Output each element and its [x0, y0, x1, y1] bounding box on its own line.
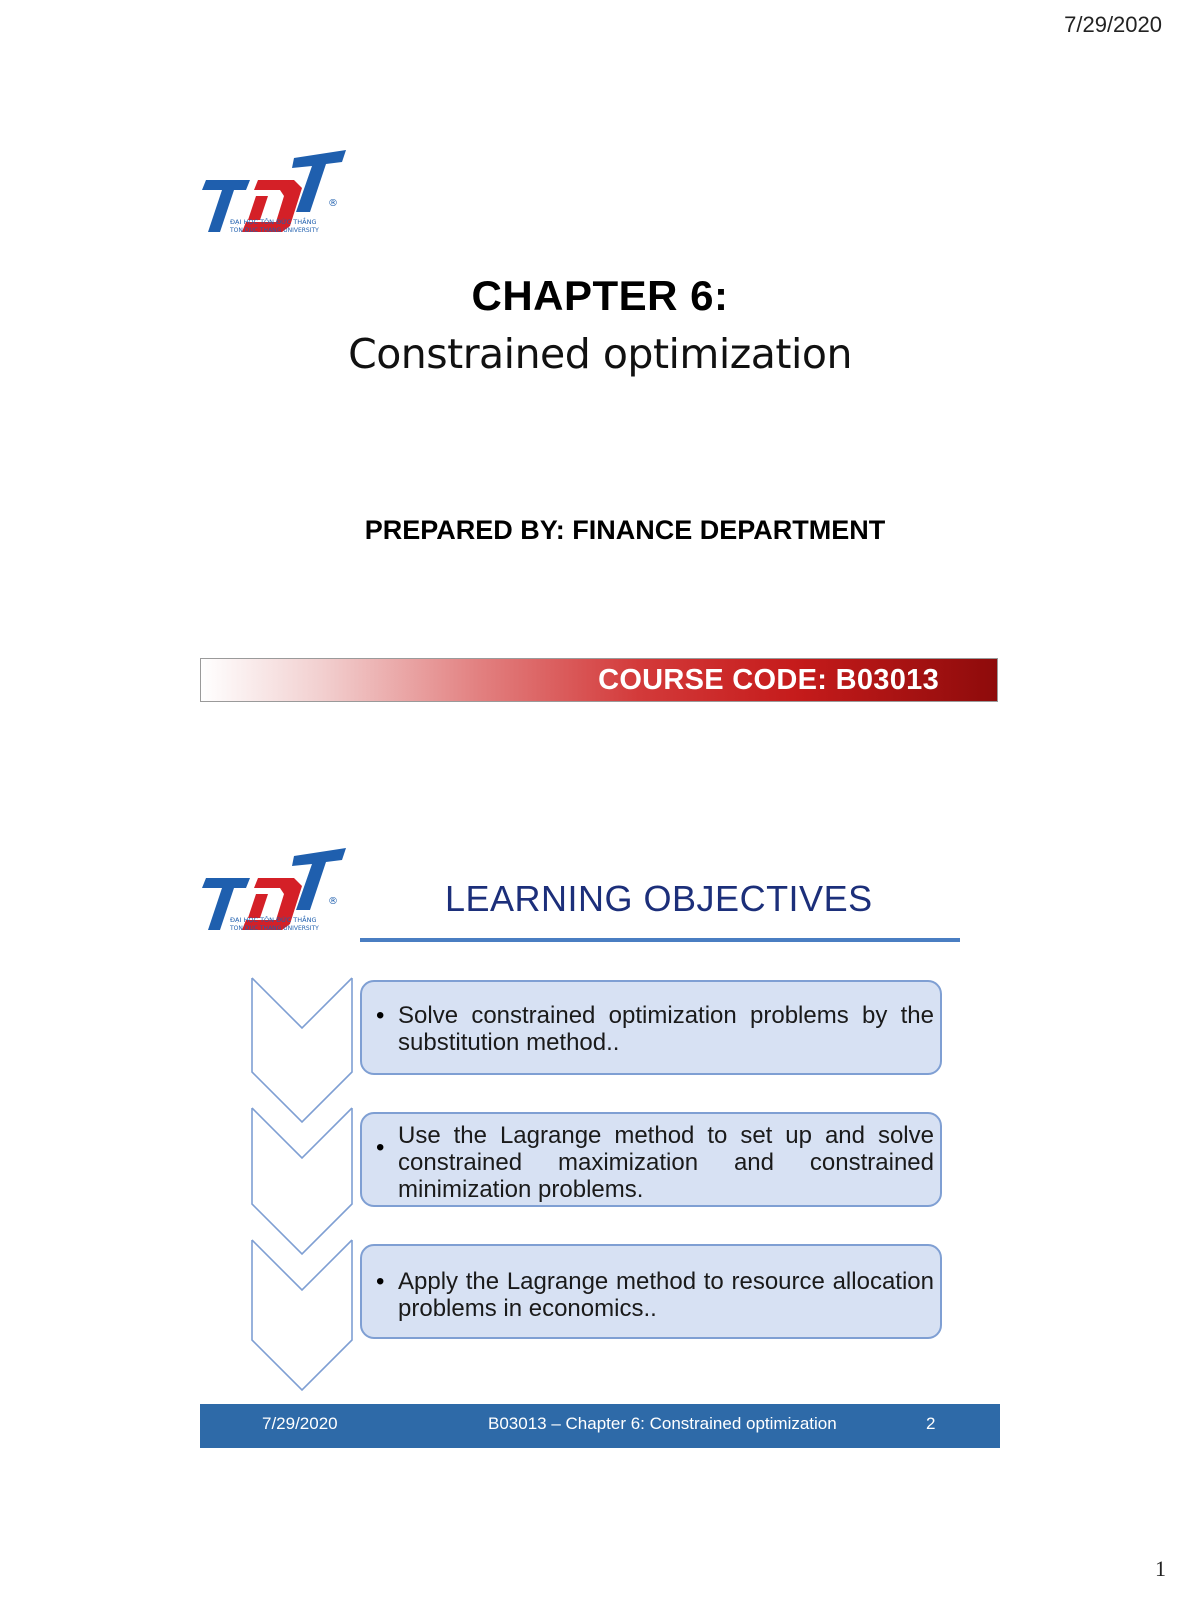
svg-text:®: ® [328, 198, 338, 209]
objective-item-3 [360, 1244, 942, 1339]
footer-slide-number: 2 [926, 1414, 936, 1433]
slide-footer [200, 1404, 1000, 1448]
svg-text:®: ® [328, 896, 338, 907]
objective-item-1 [360, 980, 942, 1075]
title-underline [360, 938, 960, 942]
university-logo-slide2 [198, 848, 350, 936]
objective-text: Use the Lagrange method to set up and solve constrained maximization and constrained minimization problems. [398, 1122, 934, 1203]
bullet-icon: • [376, 1268, 385, 1295]
chapter-title: CHAPTER 6: [471, 272, 729, 319]
page-date: 7/29/2020 [1064, 12, 1162, 37]
footer-date: 7/29/2020 [262, 1414, 338, 1433]
course-code: COURSE CODE: B03013 [598, 664, 939, 696]
objective-item-2 [360, 1112, 942, 1207]
course-code-bar [200, 658, 998, 702]
bullet-icon: • [376, 1002, 385, 1029]
chapter-subtitle: Constrained optimization [348, 330, 852, 378]
prepared-by: PREPARED BY: FINANCE DEPARTMENT [364, 515, 886, 545]
tdt-logo-icon [198, 150, 350, 238]
svg-text:ĐẠI HỌC TÔN ĐỨC THẮNG: ĐẠI HỌC TÔN ĐỨC THẮNG [230, 916, 317, 924]
svg-text:TON DUC THANG UNIVERSITY: TON DUC THANG UNIVERSITY [230, 227, 319, 234]
objective-text: Apply the Lagrange method to resource allocation problems in economics.. [398, 1268, 934, 1322]
page-number: 1 [1155, 1556, 1166, 1581]
bullet-icon: • [376, 1134, 385, 1161]
university-logo [198, 150, 350, 238]
tdt-logo-icon [198, 848, 350, 936]
svg-text:ĐẠI HỌC TÔN ĐỨC THẮNG: ĐẠI HỌC TÔN ĐỨC THẮNG [230, 218, 317, 226]
learning-objectives-title: LEARNING OBJECTIVES [445, 878, 873, 919]
svg-text:TON DUC THANG UNIVERSITY: TON DUC THANG UNIVERSITY [230, 925, 319, 932]
objective-text: Solve constrained optimization problems by the substitution method.. [398, 1002, 934, 1056]
footer-course-chapter: B03013 – Chapter 6: Constrained optimization [488, 1414, 837, 1433]
chevron-arrows-icon [250, 972, 362, 1392]
